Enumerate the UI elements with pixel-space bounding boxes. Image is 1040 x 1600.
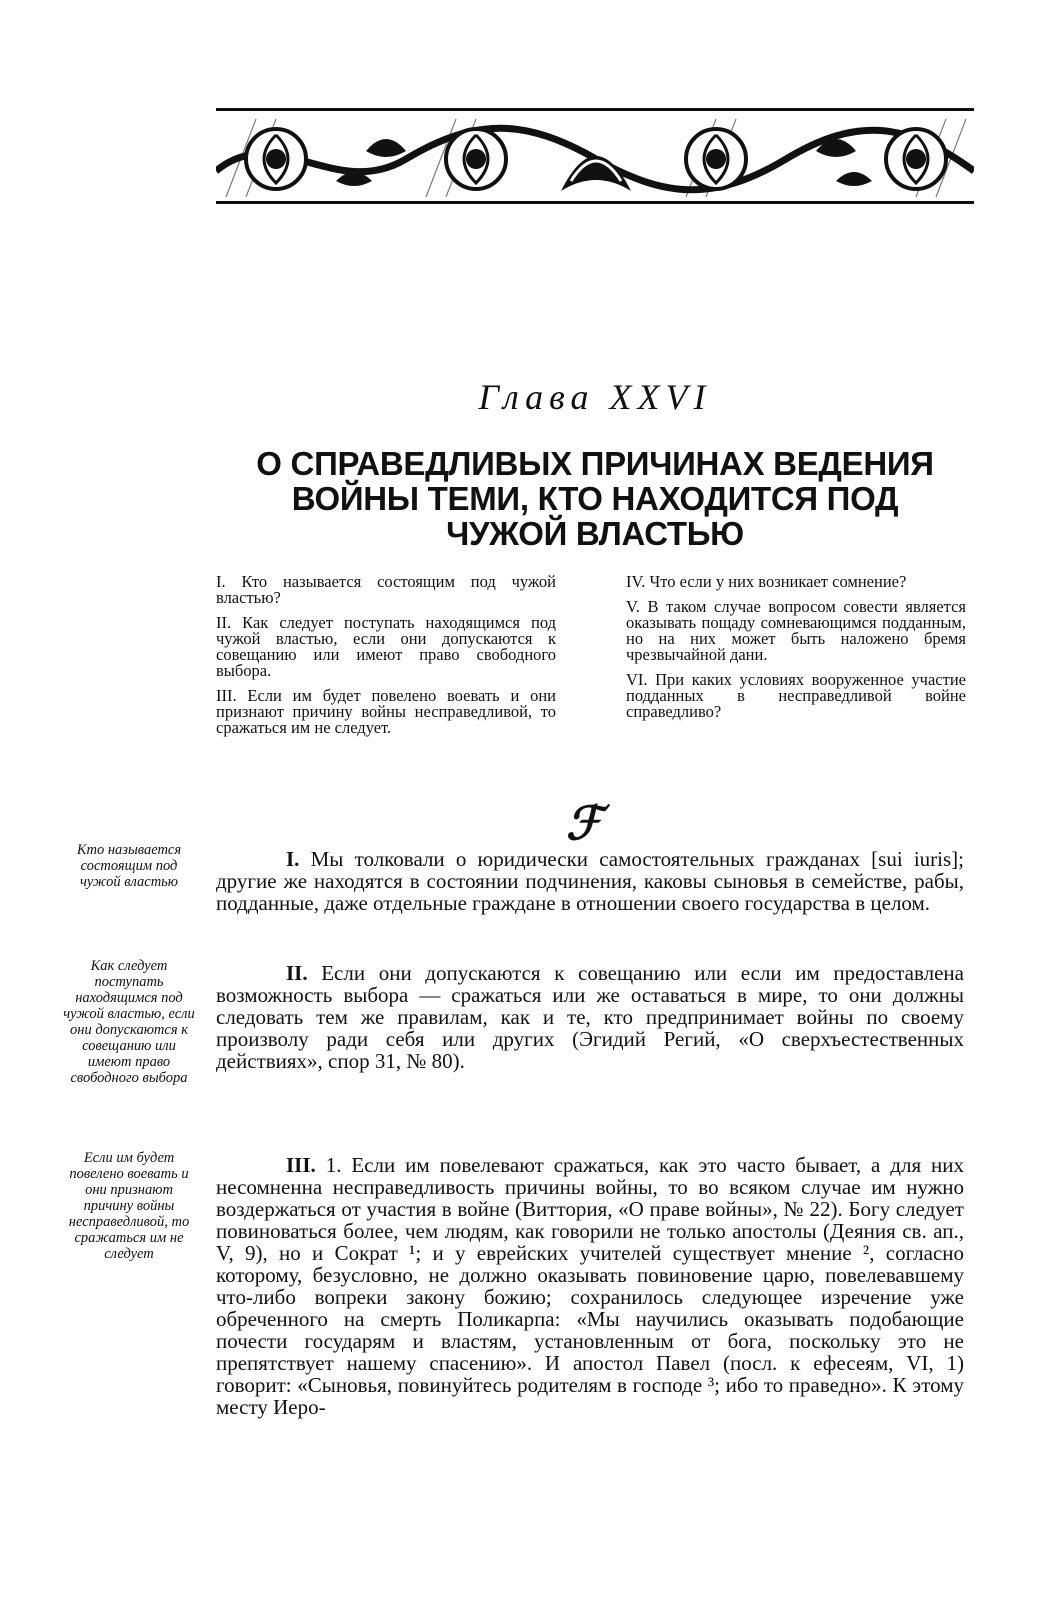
chapter-number: Глава XXVI [478, 377, 712, 417]
toc-right-column [626, 574, 966, 729]
paragraph-number: II. [286, 961, 308, 985]
toc-item: V. В таком случае вопросом совести является оказывать пощаду сомневающимся подданным, но на них может быть наложено бремя чрезвычайной дани. [626, 597, 966, 664]
chapter-title: О СПРАВЕДЛИВЫХ ПРИЧИНАХ ВЕДЕНИЯ ВОЙНЫ ТЕМИ, КТО НАХОДИТСЯ ПОД ЧУЖОЙ ВЛАСТЬЮ [256, 445, 934, 552]
margin-note: Как следует поступать находящимся под чужой властью, если они допускаются к совещанию или имеют право свободного выбора [63, 958, 195, 1086]
toc-item: I. Кто называется состоящим под чужой властью? [216, 572, 556, 607]
toc-item: IV. Что если у них возникает сомнение? [626, 572, 907, 591]
paragraph-number: III. [286, 1153, 316, 1177]
paragraph-3 [216, 1154, 964, 1418]
paragraph-text: Мы толковали о юридически самостоятельных гражданах [sui iuris]; другие же находятся в состоянии подчинения, каковы сыновья в семействе, рабы, подданные, даже отдельные граждане в отношении своего государства в целом. [216, 847, 964, 915]
toc-item: VI. При каких условиях вооруженное участие подданных в несправедливой войне справедливо? [626, 670, 966, 721]
paragraph-1 [216, 848, 964, 914]
toc-left-column [216, 574, 556, 745]
margin-note: Кто называется состоящим под чужой властью [76, 842, 182, 890]
ornamental-header-band [216, 108, 974, 204]
floral-vine-ornament-icon [216, 111, 974, 207]
paragraph-2 [216, 962, 964, 1072]
paragraph-number: I. [286, 847, 300, 871]
paragraph-text: Если они допускаются к совещанию или если им предоставлена возможность выбора — сражаться или же оставаться в мире, то они должны следовать тем же правилам, как и те, кто предпринимает войны по своему произволу ради себя или других (Эгидий Регий, «О сверхъестественных действиях», спор 31, № 80). [216, 961, 964, 1073]
margin-note: Если им будет повелено воевать и они признают причину войны несправедливой, то сражаться им не следует [68, 1150, 190, 1262]
section-divider-ornament-icon: ℱ [565, 798, 603, 849]
paragraph-text: 1. Если им повелевают сражаться, как это часто бывает, а для них несомненна несправедливость причины войны, то во всяком случае им нужно воздержаться от участия в войне (Виттория, «О праве войны», № 22). Богу следует повиноваться более, чем людям, как говорили не только апостолы (Деяния св. ап., V, 9), но и Сократ ¹; и у еврейских учителей существует мнение ², согласно которому, безусловно, не должно оказывать повиновение царю, повелевавшему что-либо вопреки закону божию; сохранилось следующее изречение уже обреченного на смерть Поликарпа: «Мы научились оказывать подобающие почести государям и властям, установленным от бога, поскольку это не препятствует нашему спасению». И апостол Павел (посл. к ефесеям, VI, 1) говорит: «Сыновья, повинуйтесь родителям в господе ³; ибо то праведно». К этому месту Иеро- [216, 1153, 964, 1419]
toc-item: III. Если им будет повелено воевать и они признают причину войны несправедливой, то сражаться им не следует. [216, 686, 556, 737]
toc-item: II. Как следует поступать находящимся под чужой властью, если они допускаются к совещанию или имеют право свободного выбора. [216, 613, 556, 680]
